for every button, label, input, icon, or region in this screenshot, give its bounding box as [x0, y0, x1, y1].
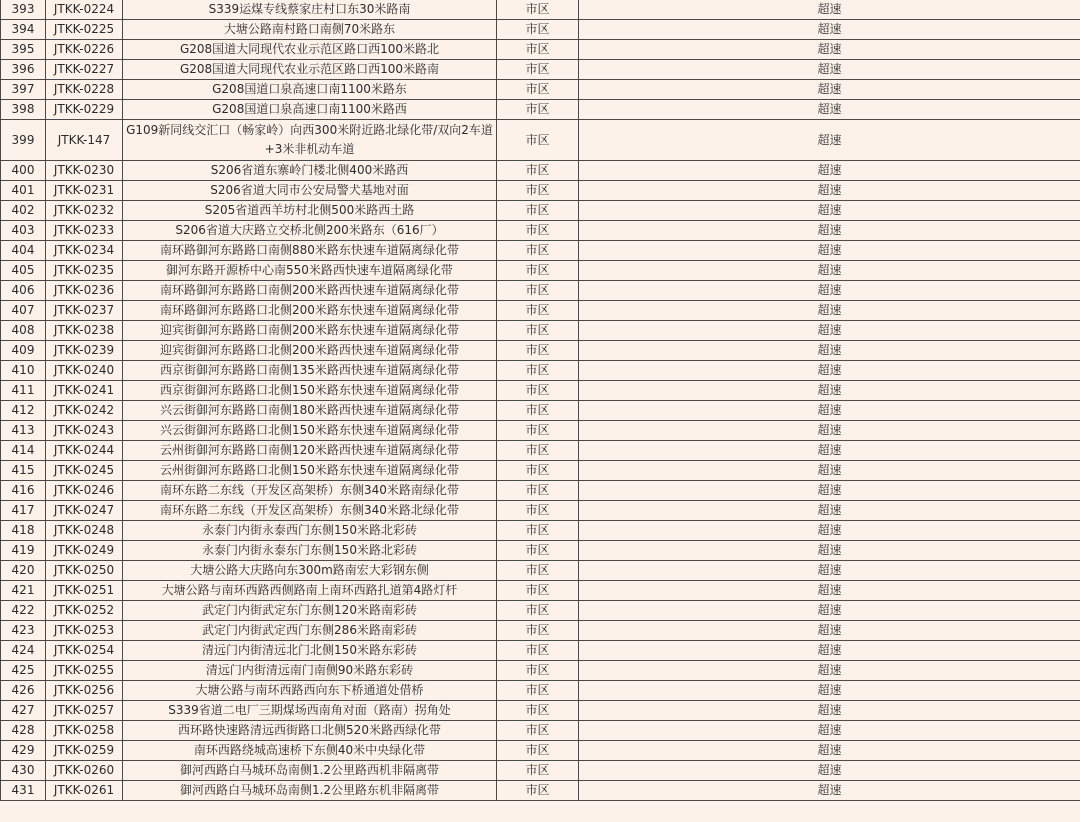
area-cell: 市区: [497, 361, 579, 381]
area-cell: 市区: [497, 60, 579, 80]
camera-code-cell: JTKK-0240: [46, 361, 123, 381]
table-row: [1, 421, 1080, 441]
area-cell: 市区: [497, 301, 579, 321]
violation-type-cell: 超速: [579, 381, 1080, 401]
violation-type-cell: 超速: [579, 441, 1080, 461]
table-row: [1, 100, 1080, 120]
row-number-cell: 421: [1, 581, 46, 601]
row-number-cell: 395: [1, 40, 46, 60]
violation-type-cell: 超速: [579, 201, 1080, 221]
row-number-cell: 429: [1, 741, 46, 761]
table-row: [1, 741, 1080, 761]
location-cell: 南环路御河东路路口南侧200米路西快速车道隔离绿化带: [123, 281, 497, 301]
location-cell: G208国道口泉高速口南1100米路东: [123, 80, 497, 100]
table-row: [1, 521, 1080, 541]
row-number-cell: 402: [1, 201, 46, 221]
area-cell: 市区: [497, 481, 579, 501]
row-number-cell: 408: [1, 321, 46, 341]
violation-type-cell: 超速: [579, 721, 1080, 741]
camera-code-cell: JTKK-0249: [46, 541, 123, 561]
table-row: [1, 481, 1080, 501]
location-cell: 迎宾街御河东路路口南侧200米路东快速车道隔离绿化带: [123, 321, 497, 341]
camera-code-cell: JTKK-0259: [46, 741, 123, 761]
area-cell: 市区: [497, 80, 579, 100]
camera-code-cell: JTKK-0232: [46, 201, 123, 221]
row-number-cell: 394: [1, 20, 46, 40]
location-cell: 大塘公路与南环西路西侧路南上南环西路扎道第4路灯杆: [123, 581, 497, 601]
area-cell: 市区: [497, 181, 579, 201]
row-number-cell: 403: [1, 221, 46, 241]
row-number-cell: 412: [1, 401, 46, 421]
camera-code-cell: JTKK-0225: [46, 20, 123, 40]
area-cell: 市区: [497, 161, 579, 181]
camera-code-cell: JTKK-0251: [46, 581, 123, 601]
violation-type-cell: 超速: [579, 601, 1080, 621]
location-cell: S206省道大庆路立交桥北侧200米路东（616厂）: [123, 221, 497, 241]
location-cell: 迎宾街御河东路路口北侧200米路西快速车道隔离绿化带: [123, 341, 497, 361]
location-cell: 南环东路二东线（开发区高架桥）东侧340米路北绿化带: [123, 501, 497, 521]
row-number-cell: 413: [1, 421, 46, 441]
camera-code-cell: JTKK-0245: [46, 461, 123, 481]
violation-type-cell: 超速: [579, 241, 1080, 261]
location-cell: 武定门内街武定西门东侧286米路南彩砖: [123, 621, 497, 641]
violation-type-cell: 超速: [579, 40, 1080, 60]
table-row: [1, 541, 1080, 561]
violation-type-cell: 超速: [579, 621, 1080, 641]
location-cell: 御河西路白马城环岛南侧1.2公里路西机非隔离带: [123, 761, 497, 781]
table-row: [1, 501, 1080, 521]
area-cell: 市区: [497, 521, 579, 541]
table-row: [1, 361, 1080, 381]
camera-code-cell: JTKK-0260: [46, 761, 123, 781]
camera-code-cell: JTKK-0236: [46, 281, 123, 301]
row-number-cell: 423: [1, 621, 46, 641]
violation-type-cell: 超速: [579, 20, 1080, 40]
area-cell: 市区: [497, 621, 579, 641]
area-cell: 市区: [497, 761, 579, 781]
row-number-cell: 398: [1, 100, 46, 120]
table-row: [1, 161, 1080, 181]
violation-type-cell: 超速: [579, 561, 1080, 581]
table-row: [1, 261, 1080, 281]
camera-code-cell: JTKK-0244: [46, 441, 123, 461]
violation-type-cell: 超速: [579, 761, 1080, 781]
violation-type-cell: 超速: [579, 501, 1080, 521]
location-cell: 永泰门内街永泰西门东侧150米路北彩砖: [123, 521, 497, 541]
table-row: [1, 20, 1080, 40]
location-cell: 云州街御河东路路口南侧120米路西快速车道隔离绿化带: [123, 441, 497, 461]
row-number-cell: 419: [1, 541, 46, 561]
table-row: [1, 281, 1080, 301]
row-number-cell: 425: [1, 661, 46, 681]
violation-type-cell: 超速: [579, 321, 1080, 341]
row-number-cell: 399: [1, 120, 46, 161]
camera-code-cell: JTKK-0243: [46, 421, 123, 441]
row-number-cell: 420: [1, 561, 46, 581]
camera-code-cell: JTKK-0239: [46, 341, 123, 361]
area-cell: 市区: [497, 421, 579, 441]
violation-type-cell: 超速: [579, 60, 1080, 80]
camera-code-cell: JTKK-0226: [46, 40, 123, 60]
camera-code-cell: JTKK-0229: [46, 100, 123, 120]
camera-code-cell: JTKK-0257: [46, 701, 123, 721]
camera-code-cell: JTKK-0248: [46, 521, 123, 541]
camera-code-cell: JTKK-0246: [46, 481, 123, 501]
area-cell: 市区: [497, 601, 579, 621]
table-row: [1, 221, 1080, 241]
violation-type-cell: 超速: [579, 641, 1080, 661]
row-number-cell: 404: [1, 241, 46, 261]
location-cell: S206省道大同市公安局警犬基地对面: [123, 181, 497, 201]
location-cell: 兴云街御河东路路口北侧150米路东快速车道隔离绿化带: [123, 421, 497, 441]
camera-code-cell: JTKK-0258: [46, 721, 123, 741]
table-row: [1, 601, 1080, 621]
camera-code-cell: JTKK-0234: [46, 241, 123, 261]
area-cell: 市区: [497, 461, 579, 481]
area-cell: 市区: [497, 341, 579, 361]
table-row: [1, 181, 1080, 201]
row-number-cell: 424: [1, 641, 46, 661]
camera-code-cell: JTKK-0224: [46, 0, 123, 20]
area-cell: 市区: [497, 401, 579, 421]
camera-code-cell: JTKK-0250: [46, 561, 123, 581]
camera-code-cell: JTKK-0256: [46, 681, 123, 701]
location-cell: G208国道大同现代农业示范区路口西100米路北: [123, 40, 497, 60]
location-cell: 西京街御河东路路口南侧135米路西快速车道隔离绿化带: [123, 361, 497, 381]
table-row: [1, 60, 1080, 80]
location-cell: 清远门内街清远南门南侧90米路东彩砖: [123, 661, 497, 681]
location-cell: 南环路御河东路路口北侧200米路东快速车道隔离绿化带: [123, 301, 497, 321]
row-number-cell: 407: [1, 301, 46, 321]
camera-code-cell: JTKK-0235: [46, 261, 123, 281]
table-row: [1, 581, 1080, 601]
violation-type-cell: 超速: [579, 781, 1080, 801]
violation-type-cell: 超速: [579, 681, 1080, 701]
table-row: [1, 80, 1080, 100]
table-body: [1, 0, 1080, 801]
area-cell: 市区: [497, 721, 579, 741]
camera-code-cell: JTKK-0247: [46, 501, 123, 521]
row-number-cell: 416: [1, 481, 46, 501]
location-cell: 兴云街御河东路路口南侧180米路西快速车道隔离绿化带: [123, 401, 497, 421]
area-cell: 市区: [497, 221, 579, 241]
location-cell: 大塘公路与南环西路西向东下桥通道处借桥: [123, 681, 497, 701]
table-row: [1, 341, 1080, 361]
violation-type-cell: 超速: [579, 100, 1080, 120]
camera-code-cell: JTKK-0242: [46, 401, 123, 421]
table-row: [1, 641, 1080, 661]
area-cell: 市区: [497, 501, 579, 521]
camera-code-cell: JTKK-0227: [46, 60, 123, 80]
area-cell: 市区: [497, 681, 579, 701]
camera-code-cell: JTKK-0261: [46, 781, 123, 801]
table-row: [1, 120, 1080, 161]
table-row: [1, 561, 1080, 581]
location-cell: S206省道东寨岭门楼北侧400米路西: [123, 161, 497, 181]
location-cell: S339运煤专线蔡家庄村口东30米路南: [123, 0, 497, 20]
camera-code-cell: JTKK-0241: [46, 381, 123, 401]
area-cell: 市区: [497, 781, 579, 801]
camera-code-cell: JTKK-0233: [46, 221, 123, 241]
violation-type-cell: 超速: [579, 701, 1080, 721]
violation-type-cell: 超速: [579, 161, 1080, 181]
row-number-cell: 393: [1, 0, 46, 20]
table-row: [1, 681, 1080, 701]
violation-type-cell: 超速: [579, 0, 1080, 20]
row-number-cell: 431: [1, 781, 46, 801]
violation-type-cell: 超速: [579, 401, 1080, 421]
row-number-cell: 400: [1, 161, 46, 181]
violation-type-cell: 超速: [579, 120, 1080, 161]
table-row: [1, 701, 1080, 721]
row-number-cell: 417: [1, 501, 46, 521]
row-number-cell: 430: [1, 761, 46, 781]
location-cell: G109新同线交汇口（畅家岭）向西300米附近路北绿化带/双向2车道+3米非机动车道: [123, 120, 497, 161]
row-number-cell: 396: [1, 60, 46, 80]
violation-type-cell: 超速: [579, 341, 1080, 361]
table-row: [1, 0, 1080, 20]
table-row: [1, 781, 1080, 801]
location-cell: 大塘公路南村路口南侧70米路东: [123, 20, 497, 40]
violation-type-cell: 超速: [579, 181, 1080, 201]
violation-type-cell: 超速: [579, 741, 1080, 761]
location-cell: 西环路快速路清远西街路口北侧520米路西绿化带: [123, 721, 497, 741]
violation-type-cell: 超速: [579, 541, 1080, 561]
table-row: [1, 381, 1080, 401]
camera-code-cell: JTKK-0253: [46, 621, 123, 641]
row-number-cell: 415: [1, 461, 46, 481]
camera-code-cell: JTKK-0231: [46, 181, 123, 201]
row-number-cell: 427: [1, 701, 46, 721]
violation-type-cell: 超速: [579, 481, 1080, 501]
camera-code-cell: JTKK-0237: [46, 301, 123, 321]
row-number-cell: 406: [1, 281, 46, 301]
area-cell: 市区: [497, 541, 579, 561]
row-number-cell: 410: [1, 361, 46, 381]
location-cell: 南环西路绕城高速桥下东侧40米中央绿化带: [123, 741, 497, 761]
table-row: [1, 241, 1080, 261]
location-cell: 南环东路二东线（开发区高架桥）东侧340米路南绿化带: [123, 481, 497, 501]
table-row: [1, 721, 1080, 741]
violation-type-cell: 超速: [579, 281, 1080, 301]
camera-code-cell: JTKK-147: [46, 120, 123, 161]
row-number-cell: 397: [1, 80, 46, 100]
area-cell: 市区: [497, 661, 579, 681]
area-cell: 市区: [497, 20, 579, 40]
camera-code-cell: JTKK-0238: [46, 321, 123, 341]
area-cell: 市区: [497, 40, 579, 60]
location-cell: 云州街御河东路路口北侧150米路东快速车道隔离绿化带: [123, 461, 497, 481]
violation-type-cell: 超速: [579, 521, 1080, 541]
table-row: [1, 401, 1080, 421]
camera-code-cell: JTKK-0255: [46, 661, 123, 681]
table-row: [1, 441, 1080, 461]
location-cell: 武定门内街武定东门东侧120米路南彩砖: [123, 601, 497, 621]
camera-code-cell: JTKK-0230: [46, 161, 123, 181]
location-cell: 御河西路白马城环岛南侧1.2公里路东机非隔离带: [123, 781, 497, 801]
location-cell: 西京街御河东路路口北侧150米路东快速车道隔离绿化带: [123, 381, 497, 401]
table-row: [1, 301, 1080, 321]
area-cell: 市区: [497, 441, 579, 461]
area-cell: 市区: [497, 581, 579, 601]
row-number-cell: 409: [1, 341, 46, 361]
violation-type-cell: 超速: [579, 421, 1080, 441]
area-cell: 市区: [497, 561, 579, 581]
location-cell: 大塘公路大庆路向东300m路南宏大彩钢东侧: [123, 561, 497, 581]
location-cell: S205省道西羊坊村北侧500米路西土路: [123, 201, 497, 221]
area-cell: 市区: [497, 281, 579, 301]
camera-code-cell: JTKK-0252: [46, 601, 123, 621]
location-cell: G208国道大同现代农业示范区路口西100米路南: [123, 60, 497, 80]
area-cell: 市区: [497, 261, 579, 281]
violation-type-cell: 超速: [579, 461, 1080, 481]
area-cell: 市区: [497, 641, 579, 661]
location-cell: 永泰门内街永泰东门东侧150米路北彩砖: [123, 541, 497, 561]
violation-type-cell: 超速: [579, 361, 1080, 381]
row-number-cell: 411: [1, 381, 46, 401]
location-cell: G208国道口泉高速口南1100米路西: [123, 100, 497, 120]
area-cell: 市区: [497, 241, 579, 261]
camera-code-cell: JTKK-0228: [46, 80, 123, 100]
table-row: [1, 321, 1080, 341]
violation-type-cell: 超速: [579, 261, 1080, 281]
row-number-cell: 405: [1, 261, 46, 281]
row-number-cell: 428: [1, 721, 46, 741]
location-cell: 清远门内街清远北门北侧150米路东彩砖: [123, 641, 497, 661]
violation-type-cell: 超速: [579, 221, 1080, 241]
area-cell: 市区: [497, 321, 579, 341]
table-row: [1, 461, 1080, 481]
row-number-cell: 422: [1, 601, 46, 621]
table-row: [1, 40, 1080, 60]
row-number-cell: 418: [1, 521, 46, 541]
table-row: [1, 201, 1080, 221]
violation-type-cell: 超速: [579, 80, 1080, 100]
violation-type-cell: 超速: [579, 301, 1080, 321]
area-cell: 市区: [497, 100, 579, 120]
area-cell: 市区: [497, 741, 579, 761]
table-row: [1, 761, 1080, 781]
location-cell: 御河东路开源桥中心南550米路西快速车道隔离绿化带: [123, 261, 497, 281]
area-cell: 市区: [497, 120, 579, 161]
camera-code-cell: JTKK-0254: [46, 641, 123, 661]
row-number-cell: 426: [1, 681, 46, 701]
table-row: [1, 661, 1080, 681]
location-cell: S339省道二电厂三期煤场西南角对面（路南）拐角处: [123, 701, 497, 721]
area-cell: 市区: [497, 201, 579, 221]
table-row: [1, 621, 1080, 641]
row-number-cell: 401: [1, 181, 46, 201]
area-cell: 市区: [497, 381, 579, 401]
area-cell: 市区: [497, 701, 579, 721]
row-number-cell: 414: [1, 441, 46, 461]
violation-type-cell: 超速: [579, 581, 1080, 601]
location-cell: 南环路御河东路路口南侧880米路东快速车道隔离绿化带: [123, 241, 497, 261]
violation-type-cell: 超速: [579, 661, 1080, 681]
area-cell: 市区: [497, 0, 579, 20]
